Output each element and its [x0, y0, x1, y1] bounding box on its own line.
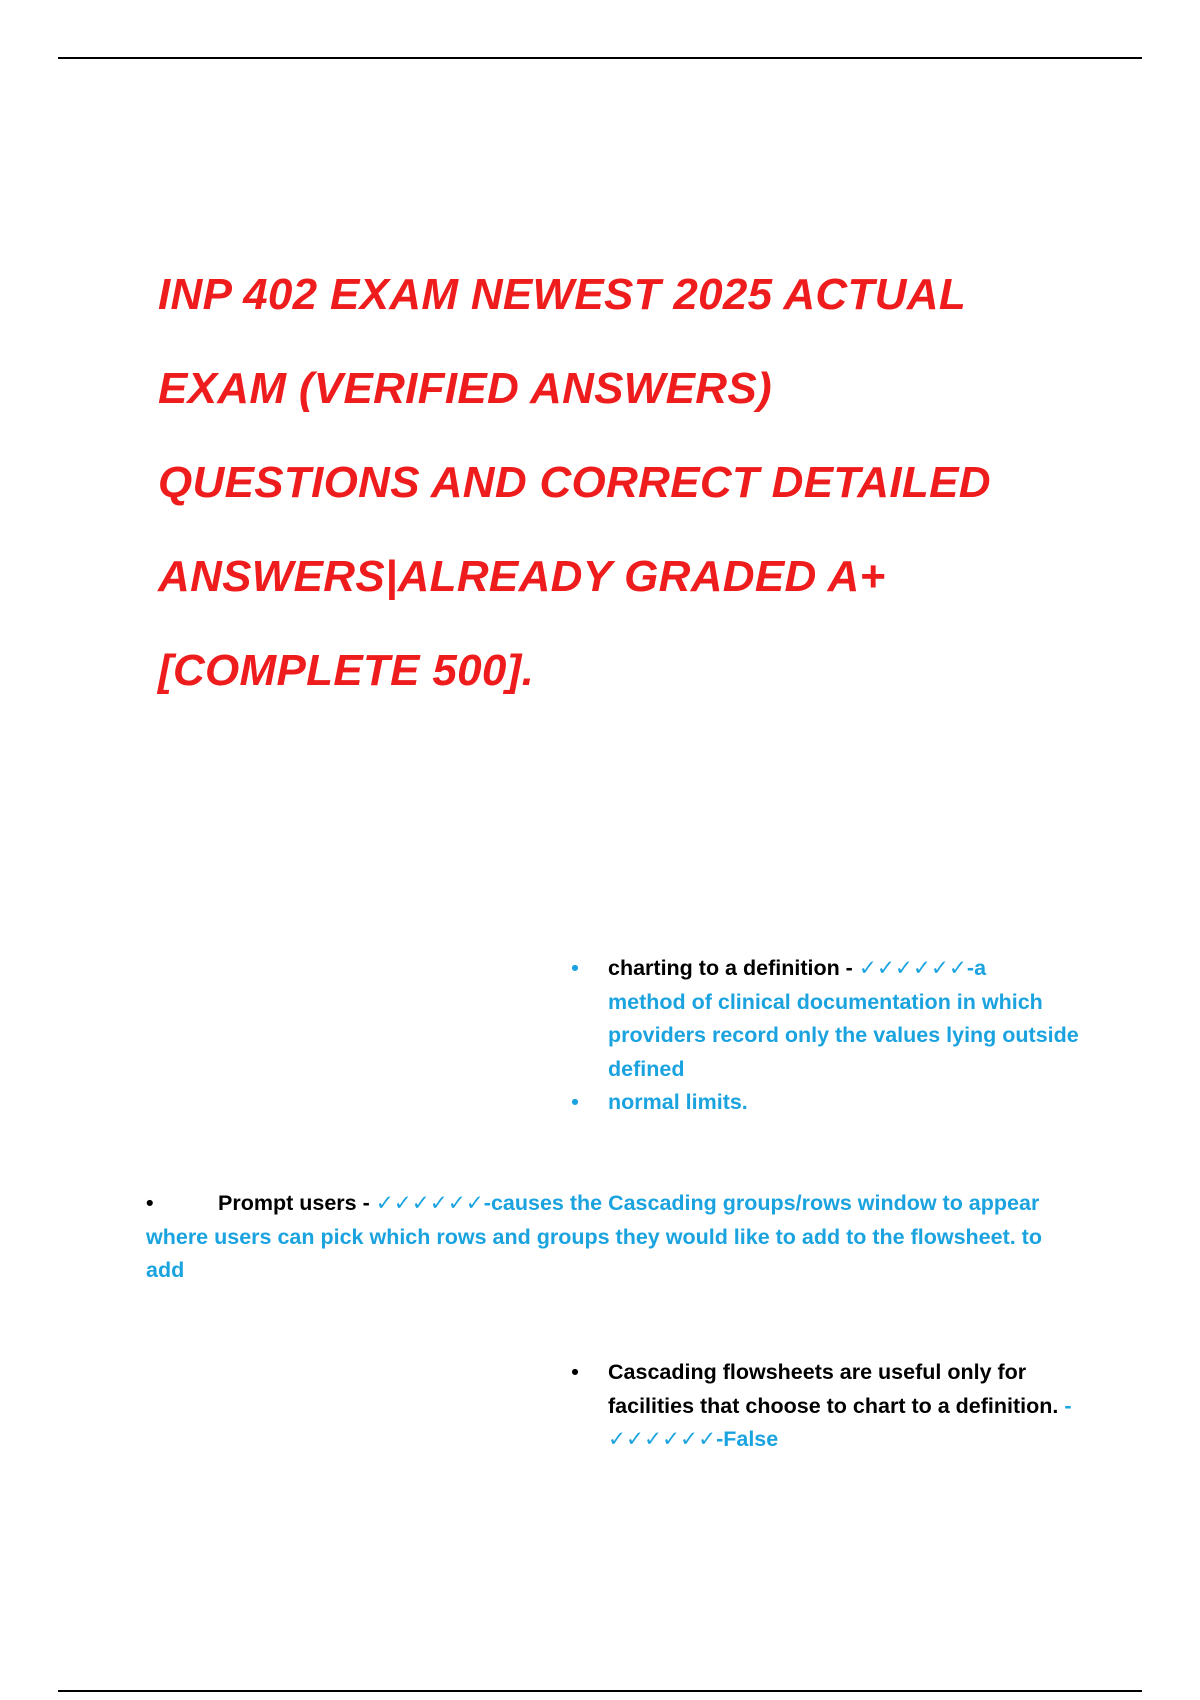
title-line: INP 402 EXAM NEWEST 2025 ACTUAL	[158, 270, 967, 319]
list-item	[571, 1356, 1088, 1457]
document-title	[158, 248, 1118, 718]
list-item	[571, 1086, 1088, 1120]
question-term: Cascading flowsheets are useful only for facilities that choose to chart to a definition.	[608, 1360, 1059, 1418]
bullet-icon: •	[571, 1090, 579, 1114]
question-term: Prompt users -	[218, 1191, 376, 1215]
answer-text: - ✓✓✓✓✓✓-False	[608, 1393, 1072, 1451]
bullet-icon: •	[146, 1191, 154, 1215]
answer-text-cont: method of clinical documentation in which providers record only the values lying outside defined	[608, 989, 1079, 1081]
answer-text: ✓✓✓✓✓✓-a	[858, 956, 987, 980]
question-term: charting to a definition -	[608, 956, 859, 980]
bullet-icon: •	[571, 1360, 579, 1384]
title-line: ANSWERS|ALREADY GRADED A+	[158, 552, 886, 601]
list-item	[571, 952, 1088, 1086]
title-line: [COMPLETE 500].	[158, 646, 535, 695]
footer-rule	[58, 1690, 1142, 1692]
answer-text: ✓✓✓✓✓✓-causes the Cascading groups/rows window to appear where users can pick which rows and groups they would like to add to the flowsheet. to add	[146, 1191, 1042, 1282]
bullet-icon: •	[571, 956, 579, 980]
qa-item-prompt-users	[146, 1187, 1086, 1288]
header-rule	[58, 57, 1142, 59]
qa-item-charting-definition	[571, 952, 1088, 1120]
qa-item-cascading-flowsheets	[571, 1356, 1088, 1457]
title-line: EXAM (VERIFIED ANSWERS)	[158, 364, 772, 413]
answer-text-end: normal limits.	[608, 1090, 748, 1114]
title-line: QUESTIONS AND CORRECT DETAILED	[158, 458, 991, 507]
